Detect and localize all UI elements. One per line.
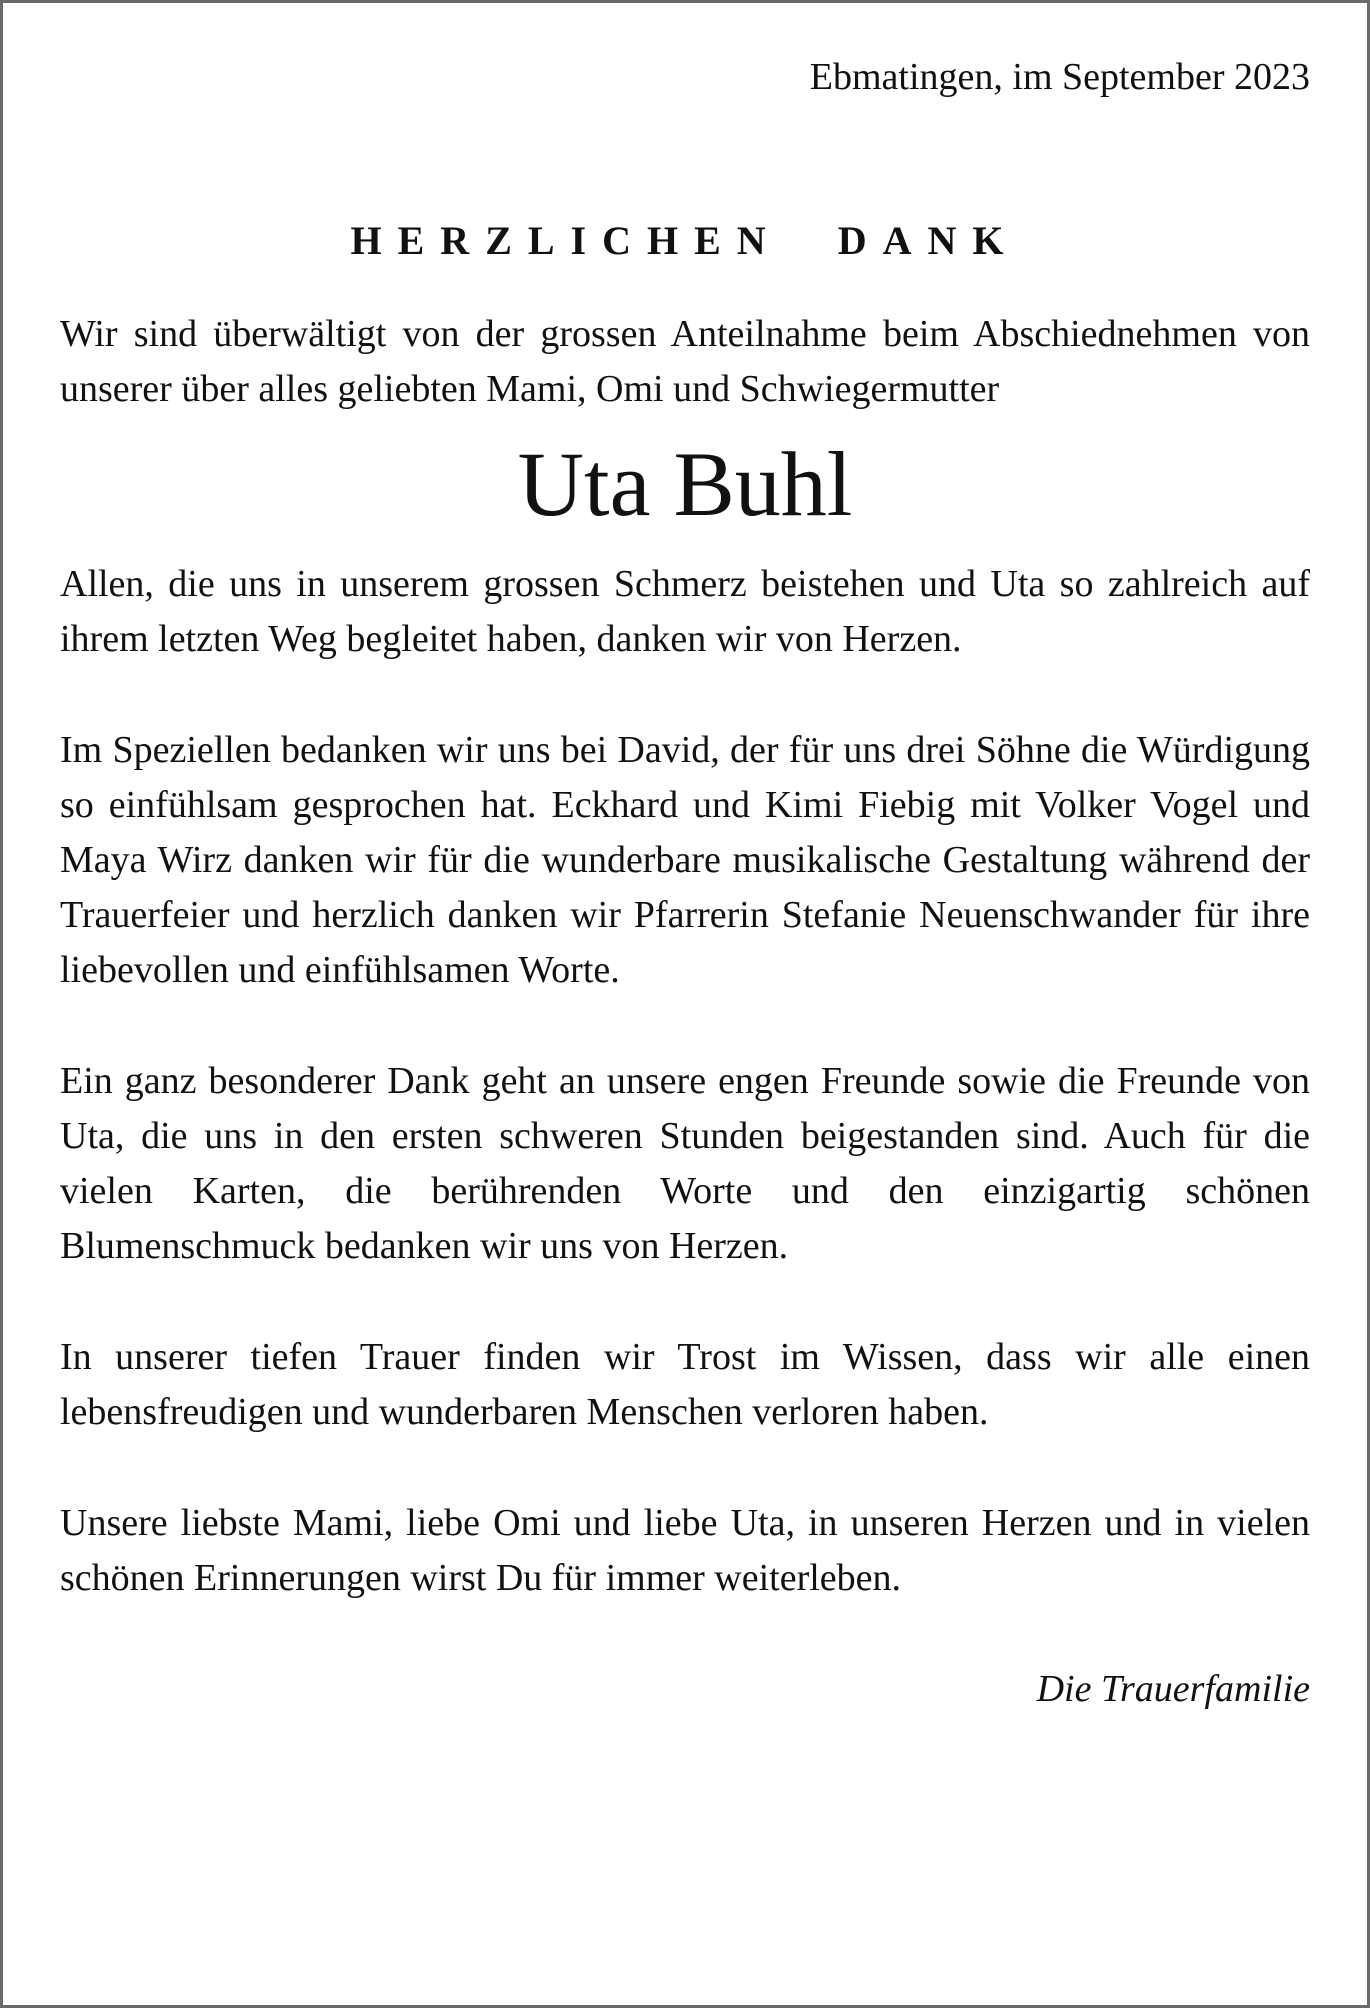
place-date: Ebmatingen, im September 2023 [809, 56, 1310, 98]
signature: Die Trauerfamilie [1036, 1668, 1310, 1710]
paragraph-comfort: In unserer tiefen Trauer finden wir Trost im Wissen, dass wir alle einen lebensfreudigen und wunderbaren Menschen verloren haben. [60, 1336, 1310, 1433]
notice-heading: HERZLICHEN DANK [350, 218, 1020, 263]
paragraph-special-thanks: Im Speziellen bedanken wir uns bei David, der für uns drei Söhne die Würdigung so einfühlsam gesprochen hat. Eckhard und Kimi Fiebig mit Volker Vogel und Maya Wirz danken wir für die wunderbare musikalische Gestaltung während der Trauerfeier und herzlich danken wir Pfarrerin Stefanie Neuenschwander für ihre liebevollen und einfühlsamen Worte. [60, 729, 1310, 991]
paragraph-support: Allen, die uns in unserem grossen Schmerz beistehen und Uta so zahlreich auf ihrem letzten Weg begleitet haben, danken wir von Herzen. [60, 563, 1310, 660]
deceased-name: Uta Buhl [517, 433, 853, 535]
intro-paragraph: Wir sind überwältigt von der grossen Anteilnahme beim Abschiednehmen von unserer über alles geliebten Mami, Omi und Schwiegermutter [60, 313, 1310, 410]
paragraph-farewell: Unsere liebste Mami, liebe Omi und liebe Uta, in unseren Herzen und in vielen schönen Erinnerungen wirst Du für immer weiterleben. [60, 1502, 1310, 1599]
paragraph-friends-thanks: Ein ganz besonderer Dank geht an unsere engen Freunde sowie die Freunde von Uta, die uns in den ersten schweren Stunden beigestanden sind. Auch für die vielen Karten, die berührenden Worte und den einzigartig schönen Blumenschmuck bedanken wir uns von Herzen. [60, 1060, 1310, 1267]
